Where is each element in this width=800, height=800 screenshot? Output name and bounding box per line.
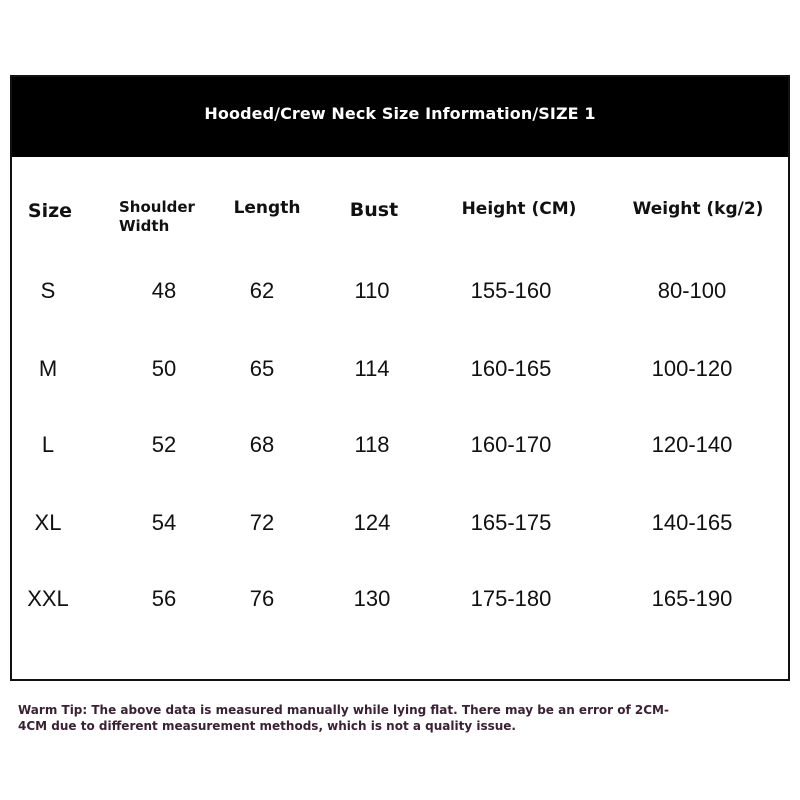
header-bust: Bust [349, 199, 399, 221]
cell-length: 65 [249, 356, 275, 381]
cell-bust: 130 [353, 586, 391, 611]
header-shoulder-line-1: Shoulder [119, 198, 195, 216]
cell-bust: 110 [354, 278, 390, 303]
header-shoulder-line-2: Width [119, 217, 170, 235]
cell-size: L [41, 432, 55, 457]
warm-tip: Warm Tip: The above data is measured manually while lying flat. There may be an error of 2CM-4CM due to different measurement methods, which is not a quality issue. [18, 703, 669, 733]
cell-height: 155-160 [470, 278, 552, 303]
cell-height: 160-170 [470, 432, 552, 457]
cell-shoulder-width: 56 [151, 586, 177, 611]
cell-length: 62 [249, 278, 275, 303]
cell-shoulder-width: 52 [151, 432, 177, 457]
cell-shoulder-width: 50 [151, 356, 177, 381]
cell-height: 160-165 [470, 356, 552, 381]
header-shoulder-width [119, 198, 195, 236]
cell-weight: 80-100 [657, 278, 727, 303]
cell-bust: 124 [353, 510, 391, 535]
cell-length: 68 [249, 432, 275, 457]
cell-size: S [40, 278, 56, 303]
cell-length: 76 [249, 586, 275, 611]
cell-bust: 118 [354, 432, 390, 457]
cell-weight: 120-140 [651, 432, 733, 457]
header-length: Length [233, 198, 301, 218]
cell-weight: 140-165 [651, 510, 733, 535]
cell-size: XL [34, 510, 62, 535]
header-size: Size [27, 200, 73, 222]
cell-shoulder-width: 48 [151, 278, 177, 303]
cell-height: 175-180 [470, 586, 552, 611]
cell-length: 72 [249, 510, 275, 535]
cell-height: 165-175 [470, 510, 552, 535]
header-height: Height (CM) [461, 199, 577, 219]
chart-title: Hooded/Crew Neck Size Information/SIZE 1 [204, 103, 596, 123]
cell-size: XXL [27, 586, 69, 611]
cell-bust: 114 [354, 356, 390, 381]
cell-shoulder-width: 54 [151, 510, 177, 535]
cell-size: M [38, 356, 58, 381]
cell-weight: 165-190 [651, 586, 733, 611]
size-chart [10, 75, 790, 681]
header-weight: Weight (kg/2) [632, 199, 764, 219]
title-bar [12, 77, 788, 157]
cell-weight: 100-120 [651, 356, 733, 381]
